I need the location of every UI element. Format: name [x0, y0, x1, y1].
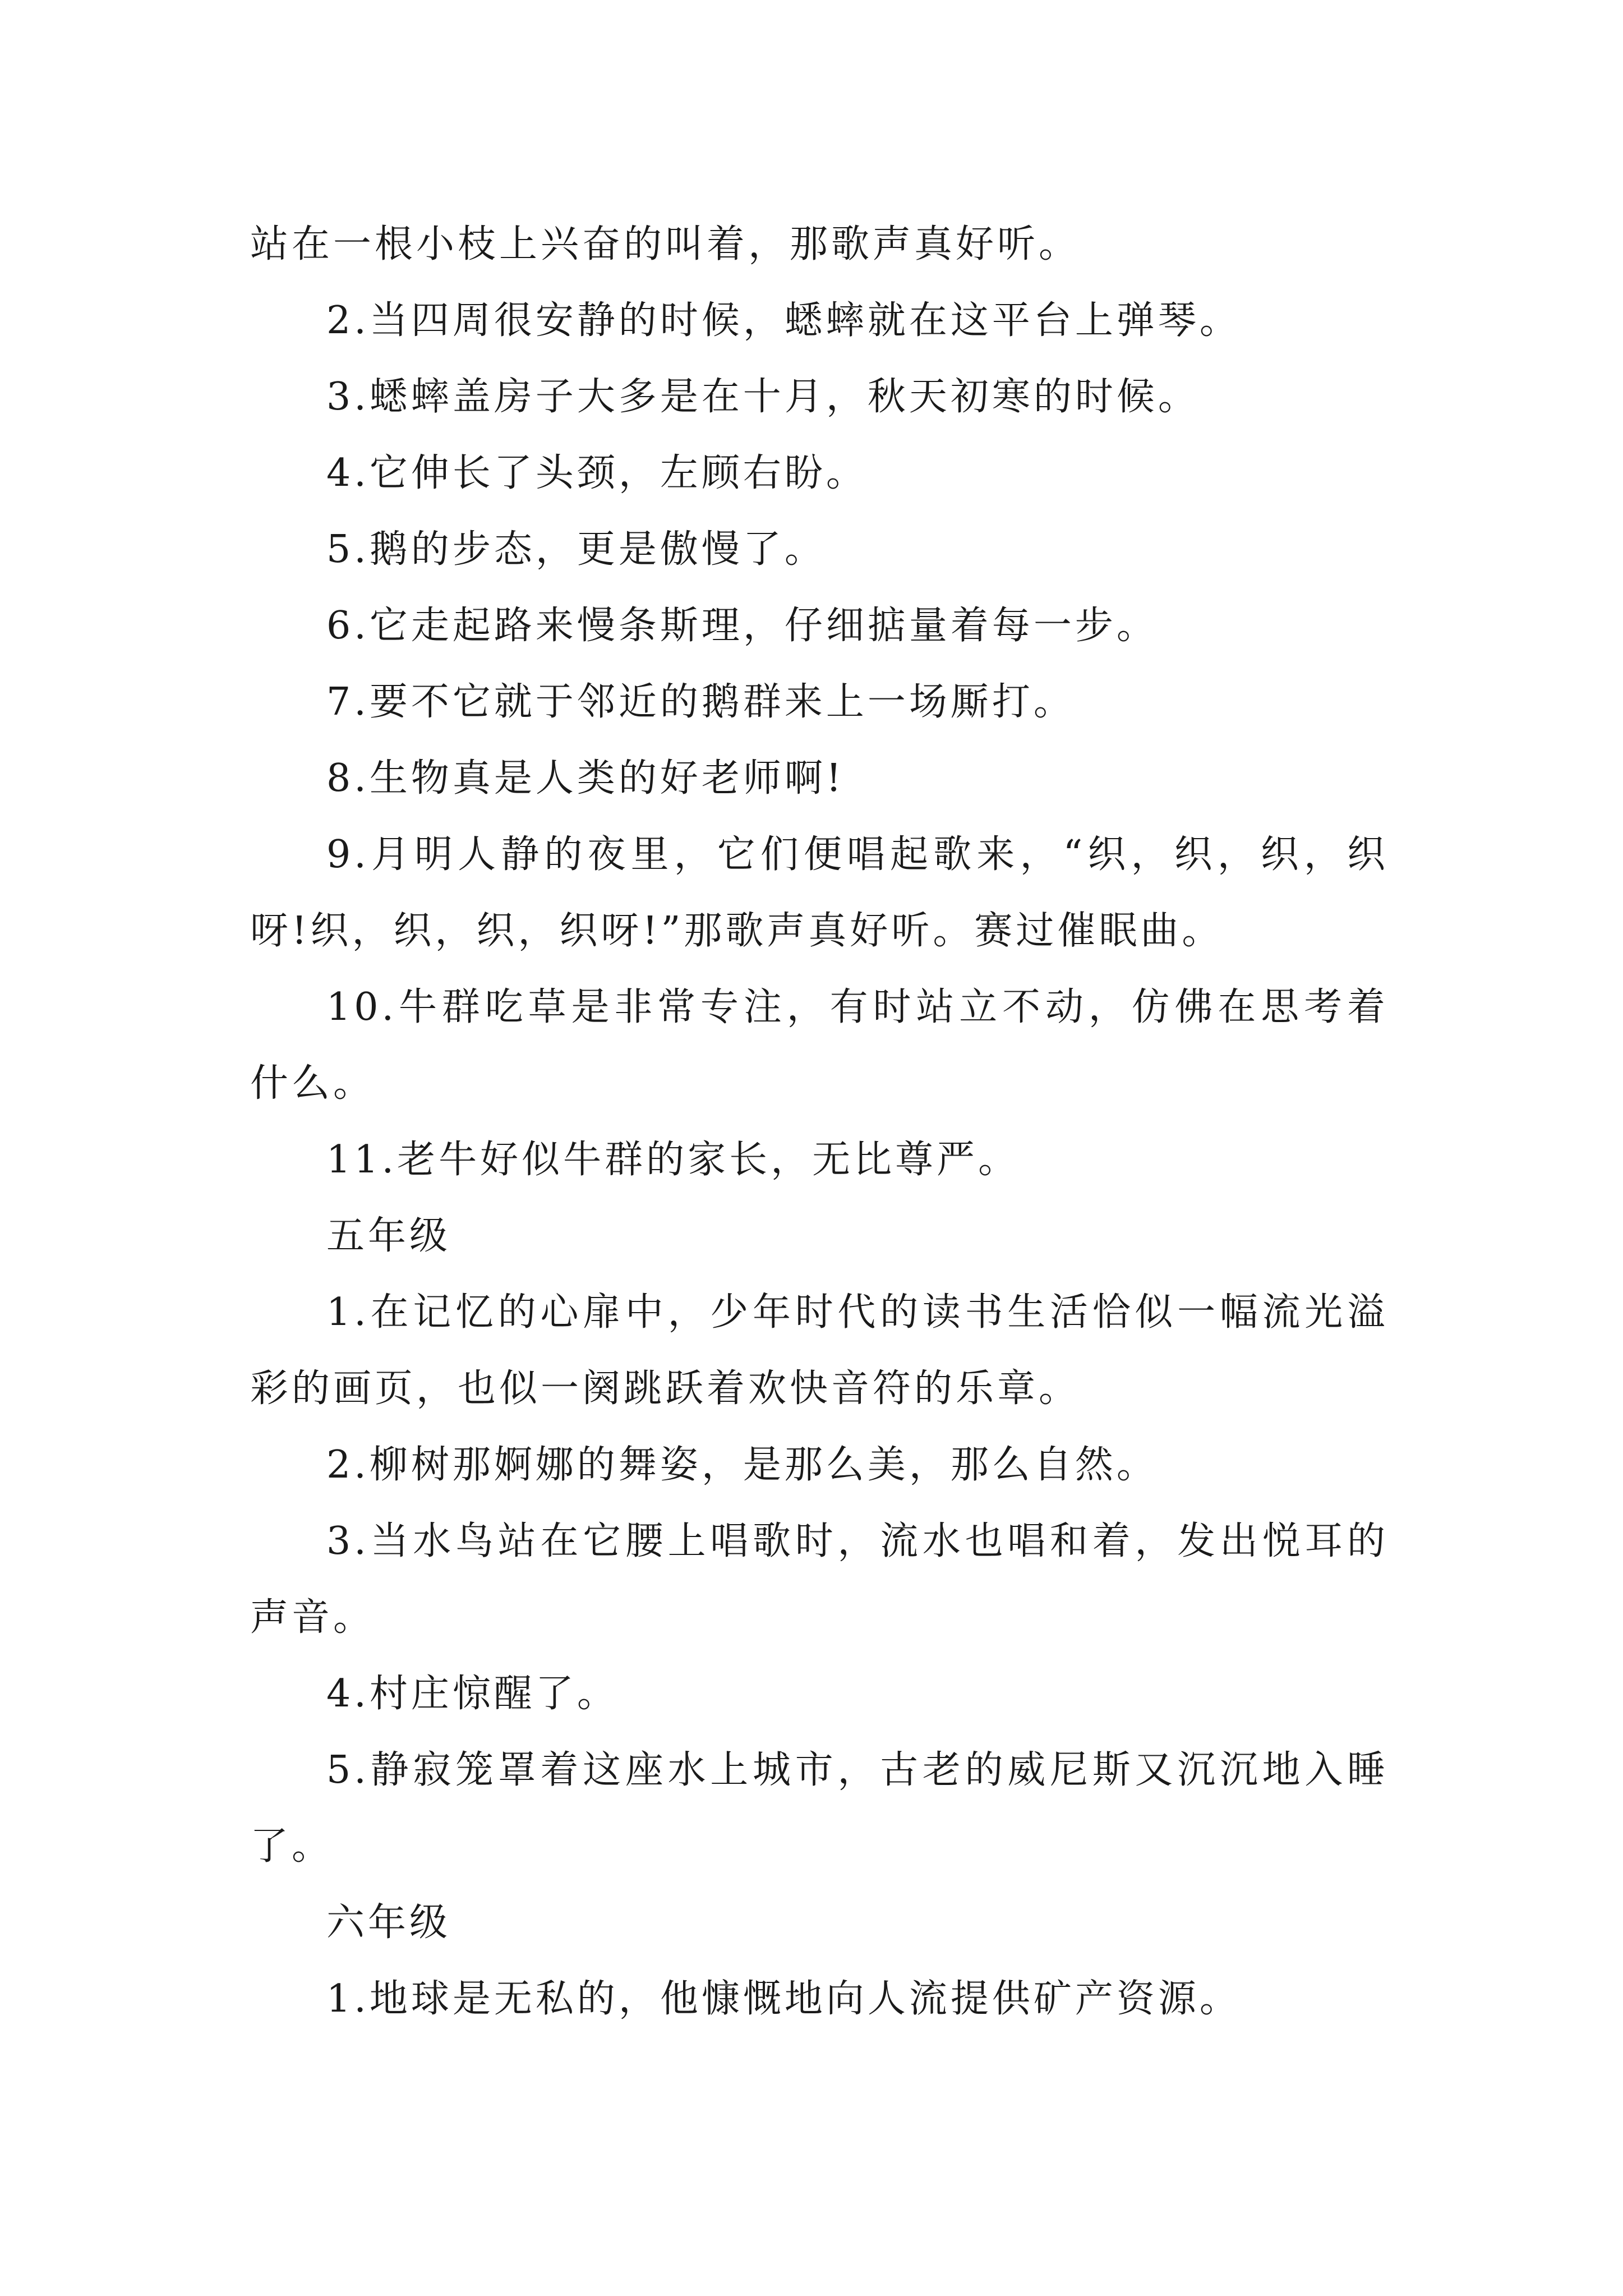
paragraph: 6.它走起路来慢条斯理，仔细掂量着每一步。	[326, 604, 1158, 648]
paragraph: 3.蟋蟀盖房子大多是在十月，秋天初寒的时候。	[326, 375, 1200, 419]
paragraph: 站在一根小枝上兴奋的叫着，那歌声真好听。	[250, 222, 1081, 266]
paragraph: 9.月明人静的夜里，它们便唱起歌来，“织，织，织，织呀!织，织，织，织呀!”那歌声真好听。赛过催眠曲。	[250, 832, 1389, 953]
document-body	[250, 206, 1389, 2037]
paragraph: 8.生物真是人类的好老师啊!	[326, 756, 845, 800]
paragraph: 2.柳树那婀娜的舞姿，是那么美，那么自然。	[326, 1443, 1158, 1487]
paragraph: 1.地球是无私的，他慷慨地向人流提供矿产资源。	[326, 1977, 1241, 2021]
paragraph: 5.鹅的步态，更是傲慢了。	[326, 527, 826, 572]
paragraph: 10.牛群吃草是非常专注，有时站立不动，仿佛在思考着什么。	[250, 985, 1389, 1106]
paragraph: 5.静寂笼罩着这座水上城市，古老的威尼斯又沉沉地入睡了。	[250, 1748, 1389, 1869]
paragraph: 2.当四周很安静的时候，蟋蟀就在这平台上弹琴。	[326, 298, 1241, 343]
paragraph: 7.要不它就于邻近的鹅群来上一场厮打。	[326, 680, 1075, 724]
paragraph: 4.村庄惊醒了。	[326, 1672, 619, 1716]
paragraph: 4.它伸长了头颈，左顾右盼。	[326, 451, 868, 495]
section-heading: 六年级	[326, 1901, 451, 1945]
paragraph: 3.当水鸟站在它腰上唱歌时，流水也唱和着，发出悦耳的声音。	[250, 1519, 1389, 1640]
section-heading: 五年级	[326, 1214, 451, 1258]
paragraph: 1.在记忆的心扉中，少年时代的读书生活恰似一幅流光溢彩的画页，也似一阕跳跃着欢快音符的乐章。	[250, 1290, 1389, 1411]
paragraph: 11.老牛好似牛群的家长，无比尊严。	[326, 1138, 1020, 1182]
